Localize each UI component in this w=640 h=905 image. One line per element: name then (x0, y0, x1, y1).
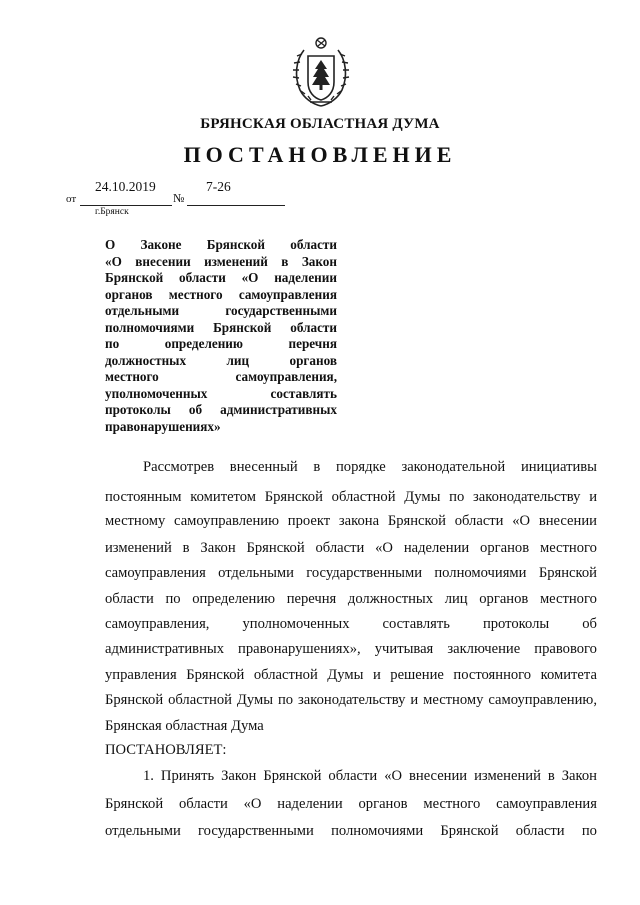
body-word: внесении (409, 768, 468, 784)
title-word: об (188, 402, 203, 417)
body-word: органов (358, 796, 408, 812)
body-word: закона (338, 513, 380, 529)
body-word: изменений (105, 540, 172, 556)
body-word: изменений (474, 768, 541, 784)
title-word: «О (241, 270, 259, 285)
document-number: 7-26 (206, 179, 231, 194)
body-word: отдельными (105, 823, 181, 839)
body-word: «О (512, 513, 531, 529)
organization-name: БРЯНСКАЯ ОБЛАСТНАЯ ДУМА (200, 116, 440, 132)
body-line (105, 641, 597, 658)
body-line (105, 768, 597, 785)
body-line (105, 591, 597, 608)
body-word: решение (390, 667, 444, 683)
body-word: областной (168, 692, 232, 708)
title-word: самоуправления, (235, 369, 337, 384)
body-word: учитывая (374, 641, 434, 657)
body-line-text: Брянская областная Дума (105, 718, 264, 734)
body-word: законодательству (298, 692, 406, 708)
body-word: определению (192, 591, 276, 607)
title-word: лиц (226, 352, 250, 368)
title-word: Брянской (213, 319, 272, 335)
body-word: органов (479, 591, 529, 607)
body-line (105, 742, 597, 759)
body-word: перечня (286, 591, 337, 607)
title-word: области (290, 237, 337, 252)
body-word: и (410, 692, 419, 708)
title-word: наделении (274, 270, 337, 285)
title-line (105, 353, 337, 370)
title-word: внесении (135, 253, 191, 269)
body-word: Брянской (387, 513, 446, 529)
title-word: органов (105, 286, 153, 302)
document-date: 24.10.2019 (95, 179, 156, 194)
body-word: по (581, 823, 597, 839)
title-word: О (105, 237, 116, 252)
body-line (105, 459, 597, 476)
body-word: постоянного (453, 667, 532, 683)
title-line (105, 237, 337, 254)
body-word: Думы (236, 692, 274, 708)
body-line (105, 616, 597, 633)
body-word: области (315, 540, 365, 556)
title-word: отдельными (105, 303, 180, 318)
body-word: Думы (327, 667, 364, 683)
body-word: постоянным (105, 489, 182, 505)
body-line (105, 513, 597, 530)
body-word: Брянской (105, 796, 164, 812)
body-word: государственными (306, 565, 423, 581)
body-word: отдельными (218, 565, 294, 581)
title-line (105, 369, 337, 386)
coat-of-arms-icon (290, 36, 352, 110)
title-line (105, 419, 337, 436)
body-word: областной (253, 667, 318, 683)
title-word: изменений (204, 253, 268, 269)
body-word: самоуправления (496, 796, 597, 812)
body-word: области (328, 768, 378, 784)
body-word: заключение (447, 641, 521, 657)
title-word: Закон (301, 253, 337, 269)
body-word: местного (539, 540, 597, 556)
body-word: 1. (143, 768, 154, 784)
body-word: правового (534, 641, 597, 657)
body-word: порядке (336, 459, 386, 475)
title-word: местного (168, 286, 223, 302)
title-word: «О (105, 253, 122, 269)
title-line (105, 303, 337, 320)
date-underline (80, 205, 172, 206)
body-word: областной (331, 489, 396, 505)
body-word: Брянской (440, 823, 499, 839)
body-line (105, 692, 597, 709)
body-word: самоуправления, (105, 616, 210, 632)
title-word: должностных (105, 352, 187, 368)
body-word: местного (423, 796, 481, 812)
title-line (105, 270, 337, 287)
body-word: Думы (404, 489, 441, 505)
body-word: законодательной (401, 459, 506, 475)
body-word: местному (105, 513, 166, 529)
body-word: в (313, 459, 321, 475)
body-line (105, 718, 597, 735)
title-line (105, 402, 337, 419)
body-word: Брянской (186, 667, 245, 683)
body-word: инициативы (520, 459, 597, 475)
body-word: по (165, 591, 181, 607)
body-word: области (105, 591, 154, 607)
body-word: об (582, 616, 597, 632)
title-word: государственными (225, 303, 337, 318)
body-word: лиц (444, 591, 468, 607)
title-word: области (179, 270, 226, 285)
body-word: органов (480, 540, 530, 556)
body-word: полномочиями (434, 565, 527, 581)
title-word: Брянской (206, 237, 265, 252)
body-word: и (372, 667, 381, 683)
number-label: № (173, 191, 185, 205)
body-word: и (589, 489, 597, 505)
body-word: в (547, 768, 555, 784)
body-word: проект (287, 513, 331, 529)
body-word: управления (105, 667, 177, 683)
title-word: административных (220, 402, 337, 417)
body-word: Брянской (105, 692, 164, 708)
body-word: самоуправлению (174, 513, 280, 529)
title-word: определению (164, 336, 243, 351)
title-line (105, 336, 337, 353)
body-line (105, 540, 597, 557)
body-word: комитета (540, 667, 597, 683)
body-line-text: ПОСТАНОВЛЯЕТ: (105, 742, 227, 758)
title-word: Законе (140, 237, 182, 252)
body-word: самоуправлению, (488, 692, 597, 708)
body-word: наделении (403, 540, 470, 556)
title-line (105, 320, 337, 337)
body-line (105, 823, 597, 840)
body-word: должностных (347, 591, 434, 607)
body-word: «О (243, 796, 262, 812)
body-word: Брянской (538, 565, 597, 581)
body-line (105, 796, 597, 813)
title-word: органов (289, 352, 337, 368)
body-word: административных (105, 641, 224, 657)
body-word: области (178, 796, 228, 812)
title-word: правонарушениях» (105, 418, 221, 434)
body-word: «О (384, 768, 403, 784)
body-line (105, 565, 597, 582)
body-word: Принять (160, 768, 215, 784)
body-word: в (182, 540, 190, 556)
body-word: уполномоченных (242, 616, 350, 632)
title-word: в (281, 253, 289, 269)
body-word: по (277, 692, 294, 708)
title-word: составлять (270, 385, 337, 401)
body-word: местного (539, 591, 597, 607)
date-from-label: от (66, 193, 77, 205)
body-word: наделении (277, 796, 343, 812)
title-line (105, 254, 337, 271)
title-word: Брянской (105, 270, 164, 285)
body-word: самоуправления (105, 565, 206, 581)
body-word: Закон (200, 540, 236, 556)
body-word: полномочиями (331, 823, 424, 839)
title-word: области (290, 319, 337, 335)
body-word: области (454, 513, 504, 529)
body-line (105, 667, 597, 684)
title-word: протоколы (105, 402, 171, 417)
body-word: Рассмотрев (143, 459, 215, 475)
title-word: уполномоченных (105, 385, 208, 401)
title-word: по (105, 336, 120, 351)
body-word: Брянской (246, 540, 305, 556)
title-line (105, 287, 337, 304)
body-word: законодательству (473, 489, 581, 505)
body-word: комитетом (190, 489, 256, 505)
body-word: области (515, 823, 565, 839)
body-word: протоколы (482, 616, 550, 632)
body-word: «О (375, 540, 393, 556)
title-word: перечня (288, 336, 337, 351)
body-word: внесении (538, 513, 597, 529)
body-word: местному (423, 692, 484, 708)
body-word: Закон (221, 768, 257, 784)
body-word: внесенный (229, 459, 298, 475)
title-line (105, 386, 337, 403)
title-word: самоуправления (238, 286, 337, 302)
body-word: Брянской (264, 489, 323, 505)
title-word: местного (105, 369, 159, 384)
city-label: г.Брянск (95, 207, 129, 217)
body-word: составлять (382, 616, 450, 632)
title-word: полномочиями (105, 319, 195, 335)
body-line (105, 489, 597, 506)
resolution-title (105, 237, 337, 435)
number-underline (187, 205, 285, 206)
body-word: правонарушениях», (238, 641, 361, 657)
body-word: по (449, 489, 465, 505)
document-type-title: ПОСТАНОВЛЕНИЕ (183, 142, 457, 167)
body-word: государственными (198, 823, 314, 839)
body-word: Брянской (263, 768, 322, 784)
body-word: Закон (561, 768, 597, 784)
